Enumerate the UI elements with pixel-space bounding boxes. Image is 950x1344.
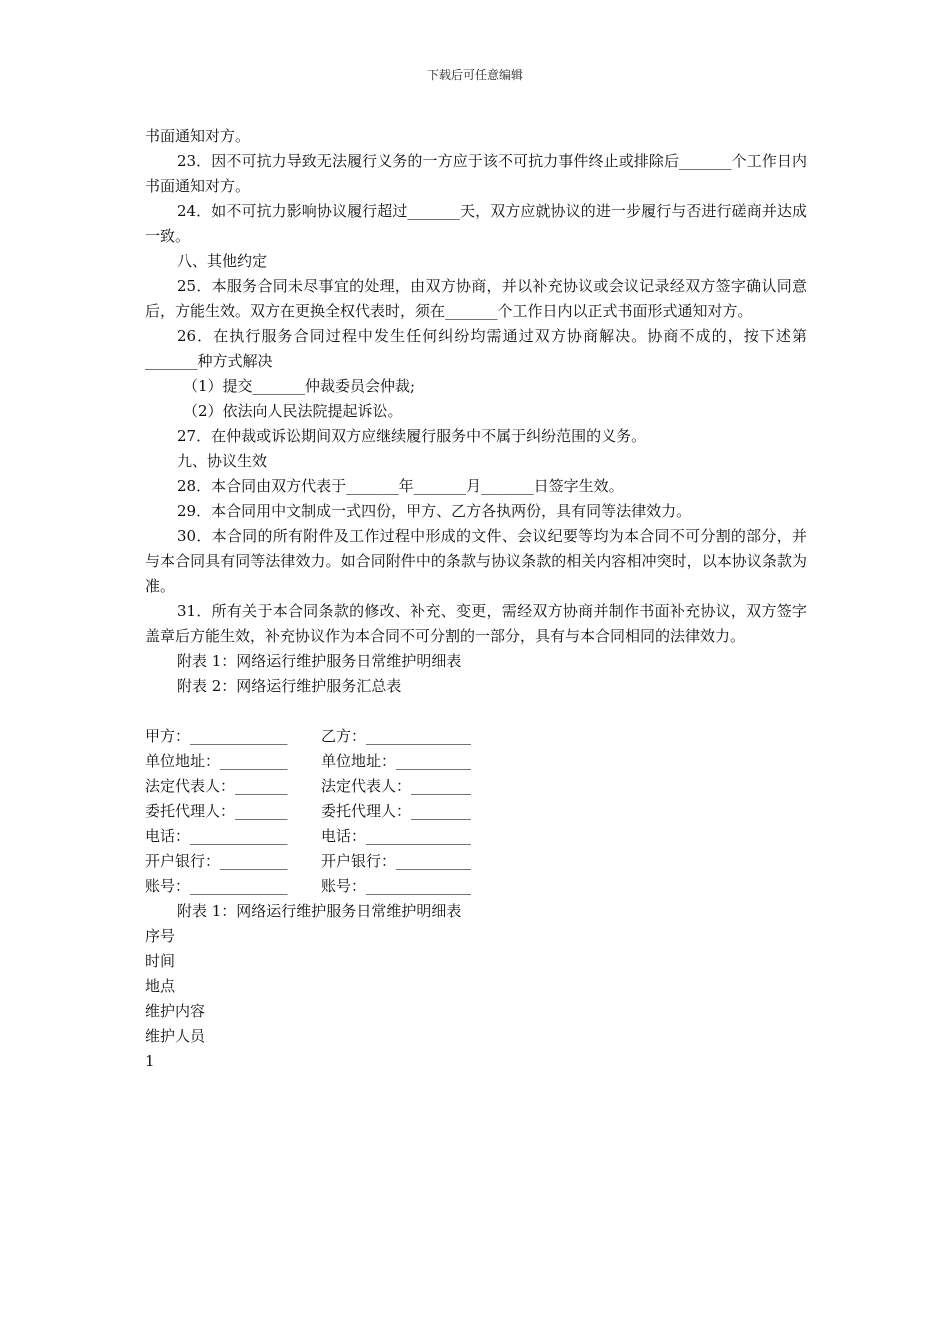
party-a-address: 单位地址：_________ xyxy=(145,752,288,770)
appendix-row-number: 1 xyxy=(145,1052,155,1070)
section-heading-9: 九、协议生效 xyxy=(177,452,268,470)
party-b-name: 乙方：______________ xyxy=(321,727,472,745)
signature-block xyxy=(145,724,807,899)
clause-26-option-2: （2）依法向人民法院提起诉讼。 xyxy=(183,402,403,420)
party-a-bank: 开户银行：_________ xyxy=(145,852,288,870)
party-a-legal-rep: 法定代表人：_______ xyxy=(145,777,288,795)
party-a-phone: 电话：_____________ xyxy=(145,827,288,845)
party-a-account: 账号：_____________ xyxy=(145,877,288,895)
appendix-column-label: 时间 xyxy=(145,952,176,970)
party-b-legal-rep: 法定代表人：________ xyxy=(321,777,472,795)
signature-row xyxy=(145,724,807,749)
attachment-1-ref: 附表 1：网络运行维护服务日常维护明细表 xyxy=(177,652,462,670)
clause-31: 31．所有关于本合同条款的修改、补充、变更，需经双方协商并制作书面补充协议，双方签字盖章后方能生效，补充协议作为本合同不可分割的一部分，具有与本合同相同的法律效力。 xyxy=(145,602,807,645)
appendix-column-label: 序号 xyxy=(145,927,176,945)
signature-row xyxy=(145,749,807,774)
party-b-agent: 委托代理人：________ xyxy=(321,802,472,820)
signature-row xyxy=(145,824,807,849)
signature-row xyxy=(145,849,807,874)
signature-row xyxy=(145,799,807,824)
party-b-phone: 电话：______________ xyxy=(321,827,472,845)
appendix-column-label: 地点 xyxy=(145,977,176,995)
clause-26-option-1: （1）提交_______仲裁委员会仲裁; xyxy=(183,377,416,395)
party-b-account: 账号：______________ xyxy=(321,877,472,895)
signature-row xyxy=(145,874,807,899)
clause-29: 29．本合同用中文制成一式四份，甲方、乙方各执两份，具有同等法律效力。 xyxy=(177,502,692,520)
party-b-bank: 开户银行：__________ xyxy=(321,852,472,870)
signature-row xyxy=(145,774,807,799)
clause-27: 27．在仲裁或诉讼期间双方应继续履行服务中不属于纠纷范围的义务。 xyxy=(177,427,647,445)
party-a-name: 甲方：_____________ xyxy=(145,727,288,745)
party-b-address: 单位地址：__________ xyxy=(321,752,472,770)
paragraph: 书面通知对方。 xyxy=(145,127,251,145)
appendix-title: 附表 1：网络运行维护服务日常维护明细表 xyxy=(177,902,462,920)
clause-24: 24．如不可抗力影响协议履行超过_______天，双方应就协议的进一步履行与否进行磋商并达成一致。 xyxy=(145,202,807,245)
party-a-agent: 委托代理人：_______ xyxy=(145,802,288,820)
clause-30: 30．本合同的所有附件及工作过程中形成的文件、会议纪要等均为本合同不可分割的部分，并与本合同具有同等法律效力。如合同附件中的条款与协议条款的相关内容相冲突时，以本协议条款为准。 xyxy=(145,527,807,595)
clause-28: 28．本合同由双方代表于_______年_______月_______日签字生效。 xyxy=(177,477,624,495)
section-heading-8: 八、其他约定 xyxy=(177,252,268,270)
clause-23: 23．因不可抗力导致无法履行义务的一方应于该不可抗力事件终止或排除后_______个工作日内书面通知对方。 xyxy=(145,152,807,195)
page-header: 下载后可任意编辑 xyxy=(426,68,523,82)
appendix-column-label: 维护内容 xyxy=(145,1002,206,1020)
attachment-2-ref: 附表 2：网络运行维护服务汇总表 xyxy=(177,677,402,695)
clause-25: 25．本服务合同未尽事宜的处理，由双方协商，并以补充协议或会议记录经双方签字确认同意后，方能生效。双方在更换全权代表时，须在_______个工作日内以正式书面形式通知对方。 xyxy=(145,277,807,320)
appendix-column-label: 维护人员 xyxy=(145,1027,206,1045)
clause-26: 26．在执行服务合同过程中发生任何纠纷均需通过双方协商解决。协商不成的，按下述第_______种方式解决 xyxy=(145,327,807,370)
document-body xyxy=(145,124,807,1074)
